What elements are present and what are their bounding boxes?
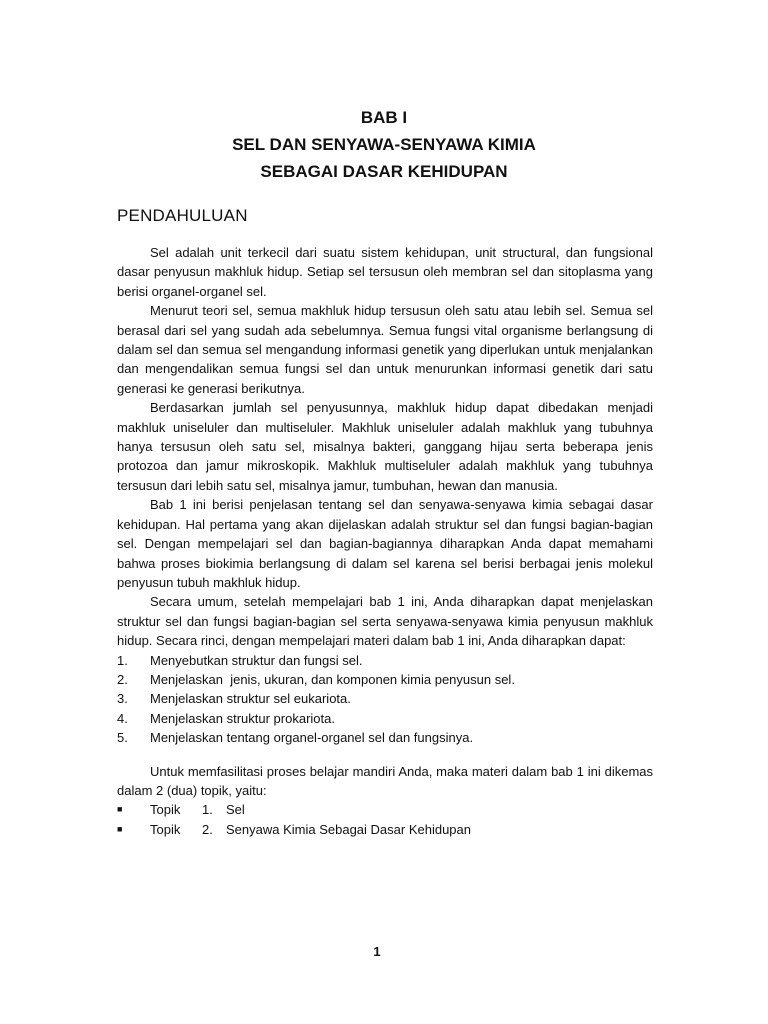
list-item — [117, 651, 653, 670]
square-bullet-icon: ■ — [117, 823, 123, 834]
chapter-heading — [0, 104, 768, 185]
list-item-text: Menjelaskan tentang organel-organel sel dan fungsinya. — [150, 730, 474, 746]
list-item-text: Menyebutkan struktur dan fungsi sel. — [150, 652, 363, 668]
list-item — [117, 670, 653, 689]
paragraph-1: Sel adalah unit terkecil dari suatu sistem kehidupan, unit structural, dan fungsional dasar penyusun makhluk hidup. Setiap sel tersusun oleh membran sel dan sitoplasma yang berisi organel-organel sel. — [117, 245, 653, 299]
list-item-text: Menjelaskan jenis, ukuran, dan komponen kimia penyusun sel. — [150, 671, 515, 687]
list-item-number: 2. — [117, 671, 128, 687]
topic-number: 1. — [202, 802, 213, 818]
list-item-number: 3. — [117, 691, 128, 707]
page-number: 1 — [373, 944, 381, 959]
section-title: PENDAHULUAN — [117, 206, 248, 225]
closing-paragraph: Untuk memfasilitasi proses belajar mandiri Anda, maka materi dalam bab 1 ini dikemas dalam 2 (dua) topik, yaitu: — [117, 763, 653, 798]
spacer — [117, 748, 653, 762]
body-text — [117, 243, 653, 839]
topic-title: Sel — [226, 802, 245, 818]
paragraph-2: Menurut teori sel, semua makhluk hidup tersusun oleh satu atau lebih sel. Semua sel berasal dari sel yang sudah ada sebelumnya. Semua fungsi vital organisme berlangsung di dalam sel dan semua sel mengandung informasi genetik yang diperlukan untuk menjalankan dan mengendalikan semua fungsi sel dan untuk menurunkan informasi genetik dari satu generasi ke generasi berikutnya. — [117, 303, 653, 396]
topics-list — [117, 800, 653, 839]
chapter-title-line-1: SEL DAN SENYAWA-SENYAWA KIMIA — [232, 135, 536, 154]
paragraph-3: Berdasarkan jumlah sel penyusunnya, makhluk hidup dapat dibedakan menjadi makhluk uniseluler dan multiseluler. Makhluk uniseluler adalah makhluk yang tubuhnya hanya tersusun oleh satu sel, misalnya bakteri, ganggang hijau serta beberapa jenis protozoa dan jamur mikroskopik. Makhluk multiseluler adalah makhluk yang tubuhnya tersusun dari lebih satu sel, misalnya jamur, tumbuhan, hewan dan manusia. — [117, 400, 653, 493]
list-item — [117, 709, 653, 728]
list-item — [117, 689, 653, 708]
topic-item — [117, 800, 653, 819]
chapter-number: BAB I — [360, 108, 408, 127]
list-item-text: Menjelaskan struktur sel eukariota. — [150, 691, 351, 707]
list-item-number: 5. — [117, 730, 128, 746]
list-item-number: 4. — [117, 710, 128, 726]
topic-item — [117, 820, 653, 839]
topic-label: Topik — [150, 802, 181, 818]
paragraph-5: Secara umum, setelah mempelajari bab 1 ini, Anda diharapkan dapat menjelaskan struktur sel dan fungsi bagian-bagian sel serta senyawa-senyawa kimia penyusun makhluk hidup. Secara rinci, dengan mempelajari materi dalam bab 1 ini, Anda diharapkan dapat: — [117, 594, 653, 649]
objectives-list — [117, 651, 653, 748]
chapter-title-line-2: SEBAGAI DASAR KEHIDUPAN — [260, 162, 508, 181]
topic-title: Senyawa Kimia Sebagai Dasar Kehidupan — [226, 821, 471, 837]
list-item-number: 1. — [117, 652, 128, 668]
list-item — [117, 728, 653, 747]
paragraph-4: Bab 1 ini berisi penjelasan tentang sel dan senyawa-senyawa kimia sebagai dasar kehidupan. Hal pertama yang akan dijelaskan adalah struktur sel dan fungsi bagian-bagian sel. Dengan mempelajari sel dan bagian-bagiannya diharapkan Anda dapat memahami bahwa proses biokimia berlangsung di dalam sel karena sel berisi berbagai jenis molekul penyusun tubuh makhluk hidup. — [117, 497, 653, 590]
topic-number: 2. — [202, 821, 213, 837]
square-bullet-icon: ■ — [117, 804, 123, 815]
topic-label: Topik — [150, 821, 181, 837]
list-item-text: Menjelaskan struktur prokariota. — [150, 710, 335, 726]
